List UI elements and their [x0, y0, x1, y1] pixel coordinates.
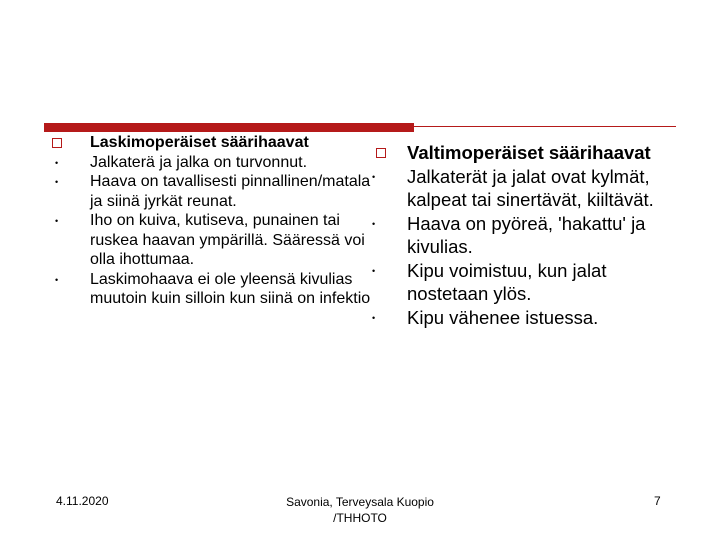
footer-date: 4.11.2020: [56, 494, 109, 508]
left-bullet-text: Jalkaterä ja jalka on turvonnut.: [90, 153, 308, 171]
list-item: [52, 153, 372, 173]
right-heading: Valtimoperäiset säärihaavat: [407, 142, 651, 163]
list-item: [372, 259, 676, 306]
bullet-dot-icon: •: [372, 218, 376, 229]
bullet-dot-icon: •: [372, 265, 376, 276]
right-heading-item: [376, 141, 676, 165]
right-column: [372, 141, 676, 329]
title-accent-line: [414, 126, 676, 127]
right-bullet-text: Kipu vähenee istuessa.: [407, 306, 599, 328]
square-bullet-icon: [52, 138, 62, 148]
footer-organization: Savonia, Terveysala Kuopio: [286, 495, 434, 509]
bullet-dot-icon: •: [372, 312, 376, 323]
left-heading-item: [52, 133, 372, 153]
bullet-dot-icon: •: [372, 171, 376, 182]
right-bullet-text: Jalkaterät ja jalat ovat kylmät, kalpeat tai sinertävät, kiiltävät.: [407, 165, 654, 210]
left-bullet-text: Iho on kuiva, kutiseva, punainen tai ruskea haavan ympärillä. Sääressä voi olla ihottumaa.: [90, 212, 365, 268]
list-item: [52, 270, 372, 309]
footer-course-code: /THHOTO: [333, 511, 387, 525]
page-number: 7: [654, 494, 661, 508]
bullet-dot-icon: •: [55, 177, 59, 187]
right-bullet-text: Kipu voimistuu, kun jalat nostetaan ylös.: [407, 259, 607, 304]
bullet-dot-icon: •: [55, 216, 59, 226]
bullet-dot-icon: •: [55, 157, 59, 168]
list-item: [372, 212, 676, 259]
bullet-dot-icon: •: [55, 274, 59, 285]
footer-center: [260, 494, 460, 526]
list-item: [52, 211, 372, 270]
list-item: [372, 306, 676, 330]
right-bullet-text: Haava on pyöreä, 'hakattu' ja kivulias.: [407, 212, 646, 257]
title-accent-bar: [44, 123, 414, 132]
list-item: [52, 172, 372, 211]
square-bullet-icon: [376, 148, 386, 158]
left-heading: Laskimoperäiset säärihaavat: [90, 134, 309, 151]
left-bullet-text: Laskimohaava ei ole yleensä kivulias muutoin kuin silloin kun siinä on infektio: [90, 270, 371, 307]
list-item: [372, 165, 676, 212]
left-column: [52, 133, 372, 309]
left-bullet-text: Haava on tavallisesti pinnallinen/matala ja siinä jyrkät reunat.: [90, 173, 371, 210]
